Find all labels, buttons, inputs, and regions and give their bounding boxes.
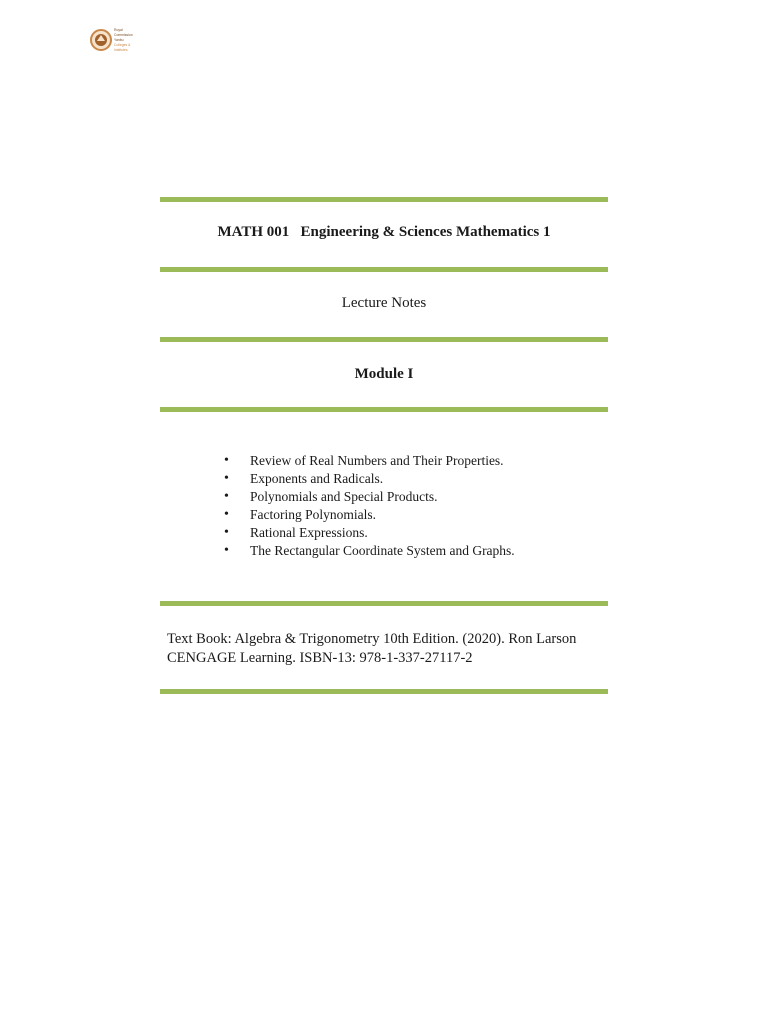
- university-seal-icon: [91, 30, 111, 50]
- institution-logo: [90, 26, 140, 54]
- divider-rule-3: [160, 337, 608, 342]
- divider-rule-4: [160, 407, 608, 412]
- logo-line-4: Colleges &: [114, 43, 131, 47]
- textbook-line-2: CENGAGE Learning. ISBN-13: 978-1-337-27117-2: [167, 650, 473, 666]
- logo-line-5: Institutes: [114, 48, 128, 52]
- logo-line-2: Commission: [114, 33, 133, 37]
- divider-rule-1: [160, 197, 608, 202]
- logo-line-1: Royal: [114, 28, 123, 32]
- list-item: • The Rectangular Coordinate System and Graphs.: [220, 542, 515, 560]
- divider-rule-5: [160, 601, 608, 606]
- divider-rule-6: [160, 689, 608, 694]
- document-subtitle: Lecture Notes: [341, 295, 427, 311]
- list-item: • Factoring Polynomials.: [220, 506, 515, 524]
- textbook-reference: [167, 630, 607, 668]
- list-item: • Exponents and Radicals.: [220, 470, 515, 488]
- logo-line-3: Yanbu: [114, 38, 124, 42]
- topic-list: [220, 452, 515, 560]
- course-title: MATH 001 Engineering & Sciences Mathematics 1: [217, 224, 551, 240]
- list-item: • Rational Expressions.: [220, 524, 515, 542]
- module-title: Module I: [354, 366, 414, 382]
- list-item: • Polynomials and Special Products.: [220, 488, 515, 506]
- list-item: • Review of Real Numbers and Their Properties.: [220, 452, 515, 470]
- divider-rule-2: [160, 267, 608, 272]
- textbook-line-1: Text Book: Algebra & Trigonometry 10th Edition. (2020). Ron Larson: [167, 631, 577, 647]
